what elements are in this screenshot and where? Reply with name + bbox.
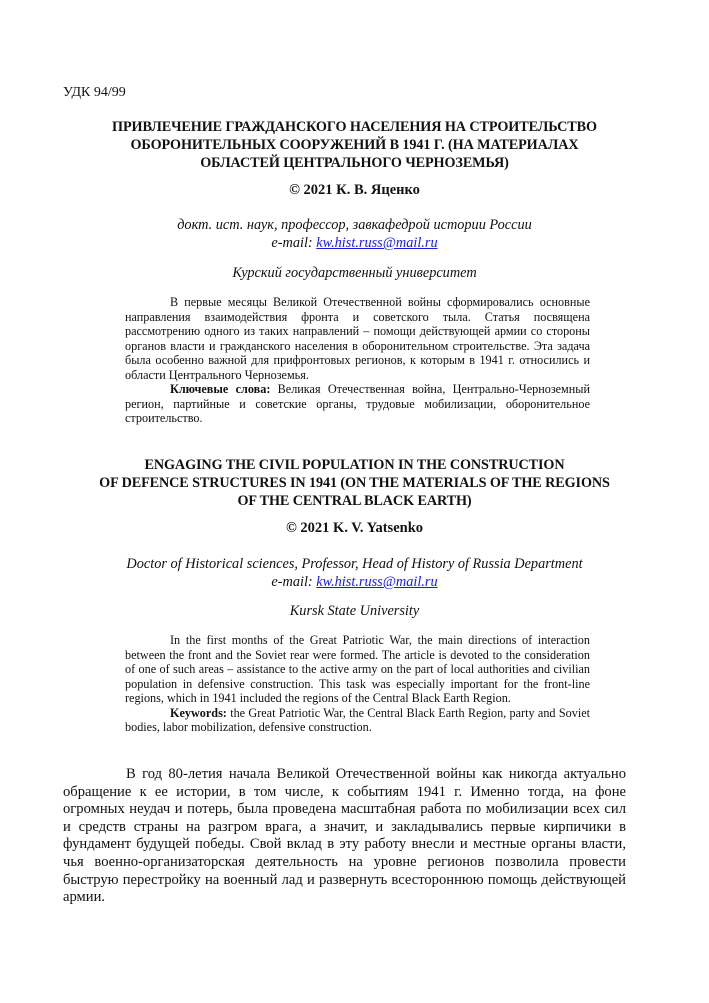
body-text [63, 766, 626, 907]
ru-position: докт. ист. наук, профессор, завкафедрой истории России [177, 217, 532, 233]
en-title-line: OF DEFENCE STRUCTURES IN 1941 (ON THE MATERIALS OF THE REGIONS [99, 475, 610, 491]
en-position: Doctor of Historical sciences, Professor, Head of History of Russia Department [126, 556, 583, 572]
en-copyright-author: © 2021 K. V. Yatsenko [285, 520, 424, 536]
en-keywords [125, 706, 590, 735]
en-abstract-text: In the first months of the Great Patriotic War, the main directions of interaction between the front and the Soviet rear were formed. The article is devoted to the consideration of one of such areas – assistance to the active army on the part of local authorities and civilian population in defensive construction. This task was especially important for the front-line regions, which in 1941 included the regions of the Central Black Earth Region. [125, 633, 590, 705]
en-title [63, 456, 646, 510]
ru-email-line [63, 234, 646, 252]
en-abstract [125, 633, 590, 735]
en-keywords-label: Keywords: [170, 705, 227, 720]
en-title-line: ENGAGING THE CIVIL POPULATION IN THE CONSTRUCTION [144, 457, 565, 473]
ru-email-link[interactable]: kw.hist.russ@mail.ru [316, 235, 438, 251]
ru-copyright-author: © 2021 К. В. Яценко [289, 182, 420, 198]
en-email-link[interactable]: kw.hist.russ@mail.ru [316, 574, 438, 590]
en-email-label: e-mail: [271, 574, 317, 590]
ru-title-line: ПРИВЛЕЧЕНИЕ ГРАЖДАНСКОГО НАСЕЛЕНИЯ НА СТРОИТЕЛЬСТВО [112, 119, 597, 135]
ru-keywords-text: Великая Отечественная война, Центрально-Черноземный регион, партийные и советские органы, трудовые мобилизации, оборонительное строительство. [125, 382, 590, 425]
en-title-line: OF THE CENTRAL BLACK EARTH) [237, 493, 472, 509]
ru-keywords-label: Ключевые слова: [170, 382, 271, 396]
ru-email-label: e-mail: [271, 235, 317, 251]
ru-abstract-text: В первые месяцы Великой Отечественной войны сформировались основные направления взаимодействия фронта и советского тыла. Статья посвящена рассмотрению одного из таких направлений – помощи действующей армии со стороны органов власти и гражданского населения в оборонительном строительстве. Эта задача была особенно важной для прифронтовых регионов, к которым в 1941 г. относились и области Центрального Черноземья. [125, 295, 590, 382]
en-university: Kursk State University [289, 603, 420, 619]
en-affiliation [63, 555, 646, 591]
body-paragraph: В год 80-летия начала Великой Отечественной войны как никогда актуально обращение к ее истории, в том числе, к событиям 1941 г. Именно тогда, на фоне огромных неудач и потерь, была проведена масштабная работа по мобилизации всех сил и средств страны на разгром врага, а значит, и закладывались первые кирпичики в фундамент будущей победы. Свой вклад в эту работу внесли и местные органы власти, чья военно-организаторская деятельность на уровне регионов позволила провести быструю перестройку на военный лад и развернуть всестороннюю помощь действующей армии. [63, 766, 626, 906]
en-email-line [63, 573, 646, 591]
ru-affiliation [63, 216, 646, 252]
en-keywords-text: the Great Patriotic War, the Central Black Earth Region, party and Soviet bodies, labor mobilization, defensive construction. [125, 705, 590, 734]
ru-university: Курский государственный университет [232, 265, 477, 281]
udk-code: УДК 94/99 [63, 85, 126, 100]
ru-title-line: ОБЛАСТЕЙ ЦЕНТРАЛЬНОГО ЧЕРНОЗЕМЬЯ) [200, 155, 509, 171]
ru-abstract [125, 295, 590, 426]
ru-title-line: ОБОРОНИТЕЛЬНЫХ СООРУЖЕНИЙ В 1941 Г. (НА МАТЕРИАЛАХ [130, 137, 579, 153]
ru-title [63, 118, 646, 172]
ru-keywords [125, 382, 590, 426]
